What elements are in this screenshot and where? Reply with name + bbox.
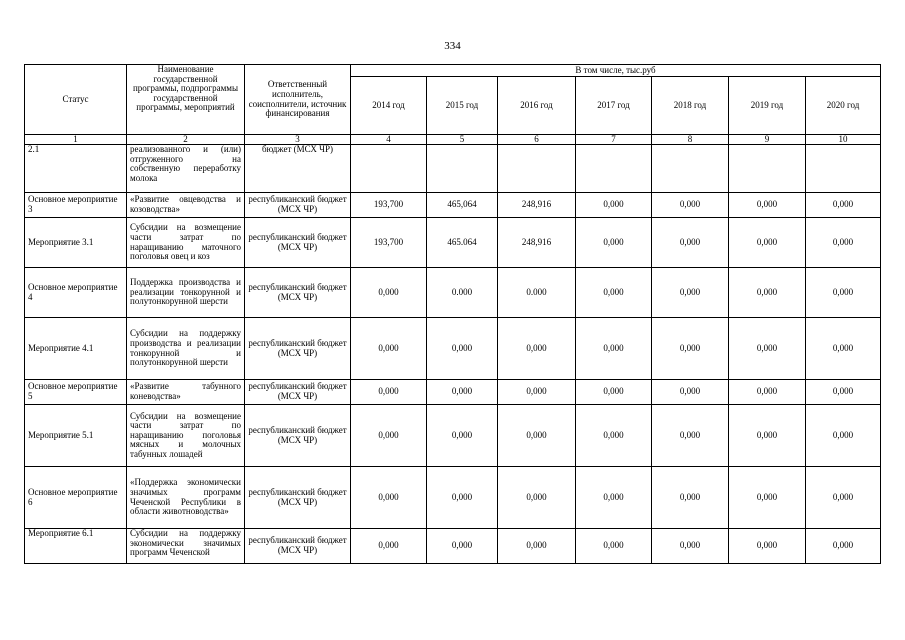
row-value-2014: 0,000 — [351, 268, 427, 318]
row-value-2014: 0,000 — [351, 318, 427, 380]
row-status: Основное мероприятие 6 — [25, 467, 127, 529]
row-value-2016: 0,000 — [498, 380, 576, 405]
row-source: республиканский бюджет (МСХ ЧР) — [245, 380, 351, 405]
header-year-2019: 2019 год — [729, 77, 806, 135]
budget-table — [24, 64, 881, 564]
row-name: Субсидии на возмещение части затрат по наращиванию поголовья мясных и молочных табунных лошадей — [127, 405, 245, 467]
row-name: Субсидии на поддержку экономически значимых программ Чеченской — [127, 529, 245, 564]
row-value-2020: 0,000 — [806, 193, 881, 218]
column-number: 2 — [127, 135, 245, 145]
column-number: 9 — [729, 135, 806, 145]
row-value-2015 — [427, 145, 498, 193]
row-value-2016: 0,000 — [498, 318, 576, 380]
row-value-2014: 0,000 — [351, 467, 427, 529]
row-value-2020: 0,000 — [806, 218, 881, 268]
row-value-2016: 0,000 — [498, 467, 576, 529]
row-value-2017: 0,000 — [576, 218, 652, 268]
row-value-2014: 193,700 — [351, 218, 427, 268]
row-value-2017: 0,000 — [576, 529, 652, 564]
page-number: 334 — [444, 40, 461, 52]
row-value-2016: 248,916 — [498, 218, 576, 268]
row-value-2018: 0,000 — [652, 529, 729, 564]
row-value-2016: 0,000 — [498, 405, 576, 467]
column-number: 6 — [498, 135, 576, 145]
row-source: республиканский бюджет (МСХ ЧР) — [245, 218, 351, 268]
row-value-2018 — [652, 145, 729, 193]
table-row — [25, 145, 881, 193]
row-name: Субсидии на поддержку производства и реализации тонкорунной и полутонкорунной шерсти — [127, 318, 245, 380]
header-year-2015: 2015 год — [427, 77, 498, 135]
row-value-2018: 0,000 — [652, 467, 729, 529]
row-status: Мероприятие 5.1 — [25, 405, 127, 467]
header-year-2016: 2016 год — [498, 77, 576, 135]
header-year-2018: 2018 год — [652, 77, 729, 135]
row-value-2019: 0,000 — [729, 529, 806, 564]
table-body — [25, 145, 881, 564]
row-status: Основное мероприятие 4 — [25, 268, 127, 318]
row-source: республиканский бюджет (МСХ ЧР) — [245, 405, 351, 467]
header-year-2014: 2014 год — [351, 77, 427, 135]
row-status: Мероприятие 6.1 — [25, 529, 127, 564]
row-value-2015: 465.064 — [427, 218, 498, 268]
row-name: «Развитие овцеводства и козоводства» — [127, 193, 245, 218]
header-year-2017: 2017 год — [576, 77, 652, 135]
row-value-2014: 0,000 — [351, 405, 427, 467]
row-value-2016: 0,000 — [498, 529, 576, 564]
row-value-2018: 0,000 — [652, 218, 729, 268]
column-number: 4 — [351, 135, 427, 145]
row-value-2014 — [351, 145, 427, 193]
table-row — [25, 268, 881, 318]
row-value-2017: 0,000 — [576, 193, 652, 218]
row-source: республиканский бюджет (МСХ ЧР) — [245, 268, 351, 318]
column-number: 10 — [806, 135, 881, 145]
row-value-2015: 0,000 — [427, 405, 498, 467]
row-value-2015: 0,000 — [427, 467, 498, 529]
row-source: бюджет (МСХ ЧР) — [245, 145, 351, 193]
row-name: Поддержка производства и реализации тонкорунной и полутонкорунной шерсти — [127, 268, 245, 318]
row-value-2016: 0.000 — [498, 268, 576, 318]
row-value-2015: 0.000 — [427, 268, 498, 318]
row-name: Субсидии на возмещение части затрат по наращиванию маточного поголовья овец и коз — [127, 218, 245, 268]
row-status: 2.1 — [25, 145, 127, 193]
column-number: 5 — [427, 135, 498, 145]
row-status: Основное мероприятие 5 — [25, 380, 127, 405]
row-value-2020: 0,000 — [806, 380, 881, 405]
row-value-2020 — [806, 145, 881, 193]
table-row — [25, 380, 881, 405]
row-value-2019: 0,000 — [729, 318, 806, 380]
row-value-2017: 0,000 — [576, 318, 652, 380]
row-name: «Поддержка экономически значимых программ Чеченской Республики в области животноводства» — [127, 467, 245, 529]
column-number: 7 — [576, 135, 652, 145]
row-value-2015: 0,000 — [427, 529, 498, 564]
row-status: Мероприятие 4.1 — [25, 318, 127, 380]
row-value-2018: 0,000 — [652, 380, 729, 405]
row-value-2015: 0,000 — [427, 318, 498, 380]
header-name: Наименование государственной программы, подпрограммы государственной программы, мероприятий — [127, 65, 245, 135]
row-value-2017: 0,000 — [576, 268, 652, 318]
row-value-2017 — [576, 145, 652, 193]
row-value-2019: 0,000 — [729, 467, 806, 529]
row-value-2020: 0,000 — [806, 467, 881, 529]
row-value-2016: 248,916 — [498, 193, 576, 218]
row-value-2019: 0,000 — [729, 405, 806, 467]
row-value-2019: 0,000 — [729, 268, 806, 318]
row-value-2017: 0,000 — [576, 405, 652, 467]
row-value-2014: 0,000 — [351, 529, 427, 564]
row-name: «Развитие табунного коневодства» — [127, 380, 245, 405]
row-value-2019: 0,000 — [729, 193, 806, 218]
table-row — [25, 529, 881, 564]
row-status: Основное мероприятие 3 — [25, 193, 127, 218]
row-value-2018: 0,000 — [652, 318, 729, 380]
row-value-2014: 0,000 — [351, 380, 427, 405]
row-name: реализованного и (или) отгруженного на собственную переработку молока — [127, 145, 245, 193]
row-source: республиканский бюджет (МСХ ЧР) — [245, 467, 351, 529]
row-value-2015: 0,000 — [427, 380, 498, 405]
row-status: Мероприятие 3.1 — [25, 218, 127, 268]
row-source: республиканский бюджет (МСХ ЧР) — [245, 193, 351, 218]
row-value-2016 — [498, 145, 576, 193]
row-value-2019: 0,000 — [729, 380, 806, 405]
row-value-2019: 0,000 — [729, 218, 806, 268]
row-value-2017: 0,000 — [576, 467, 652, 529]
column-number: 3 — [245, 135, 351, 145]
row-value-2020: 0,000 — [806, 529, 881, 564]
row-value-2014: 193,700 — [351, 193, 427, 218]
row-value-2018: 0,000 — [652, 193, 729, 218]
table-row — [25, 318, 881, 380]
row-value-2018: 0,000 — [652, 405, 729, 467]
row-source: республиканский бюджет (МСХ ЧР) — [245, 529, 351, 564]
header-year-2020: 2020 год — [806, 77, 881, 135]
table-row — [25, 467, 881, 529]
row-value-2017: 0,000 — [576, 380, 652, 405]
table-row — [25, 218, 881, 268]
row-value-2020: 0,000 — [806, 405, 881, 467]
column-number: 1 — [25, 135, 127, 145]
row-value-2020: 0,000 — [806, 268, 881, 318]
row-value-2018: 0,000 — [652, 268, 729, 318]
column-number: 8 — [652, 135, 729, 145]
row-value-2019 — [729, 145, 806, 193]
table-row — [25, 193, 881, 218]
header-status: Статус — [25, 65, 127, 135]
header-responsible: Ответственный исполнитель, соисполнители, источник финансирования — [245, 65, 351, 135]
row-source: республиканский бюджет (МСХ ЧР) — [245, 318, 351, 380]
table-row — [25, 405, 881, 467]
header-including: В том числе, тыс.руб — [351, 65, 881, 77]
row-value-2020: 0,000 — [806, 318, 881, 380]
row-value-2015: 465,064 — [427, 193, 498, 218]
